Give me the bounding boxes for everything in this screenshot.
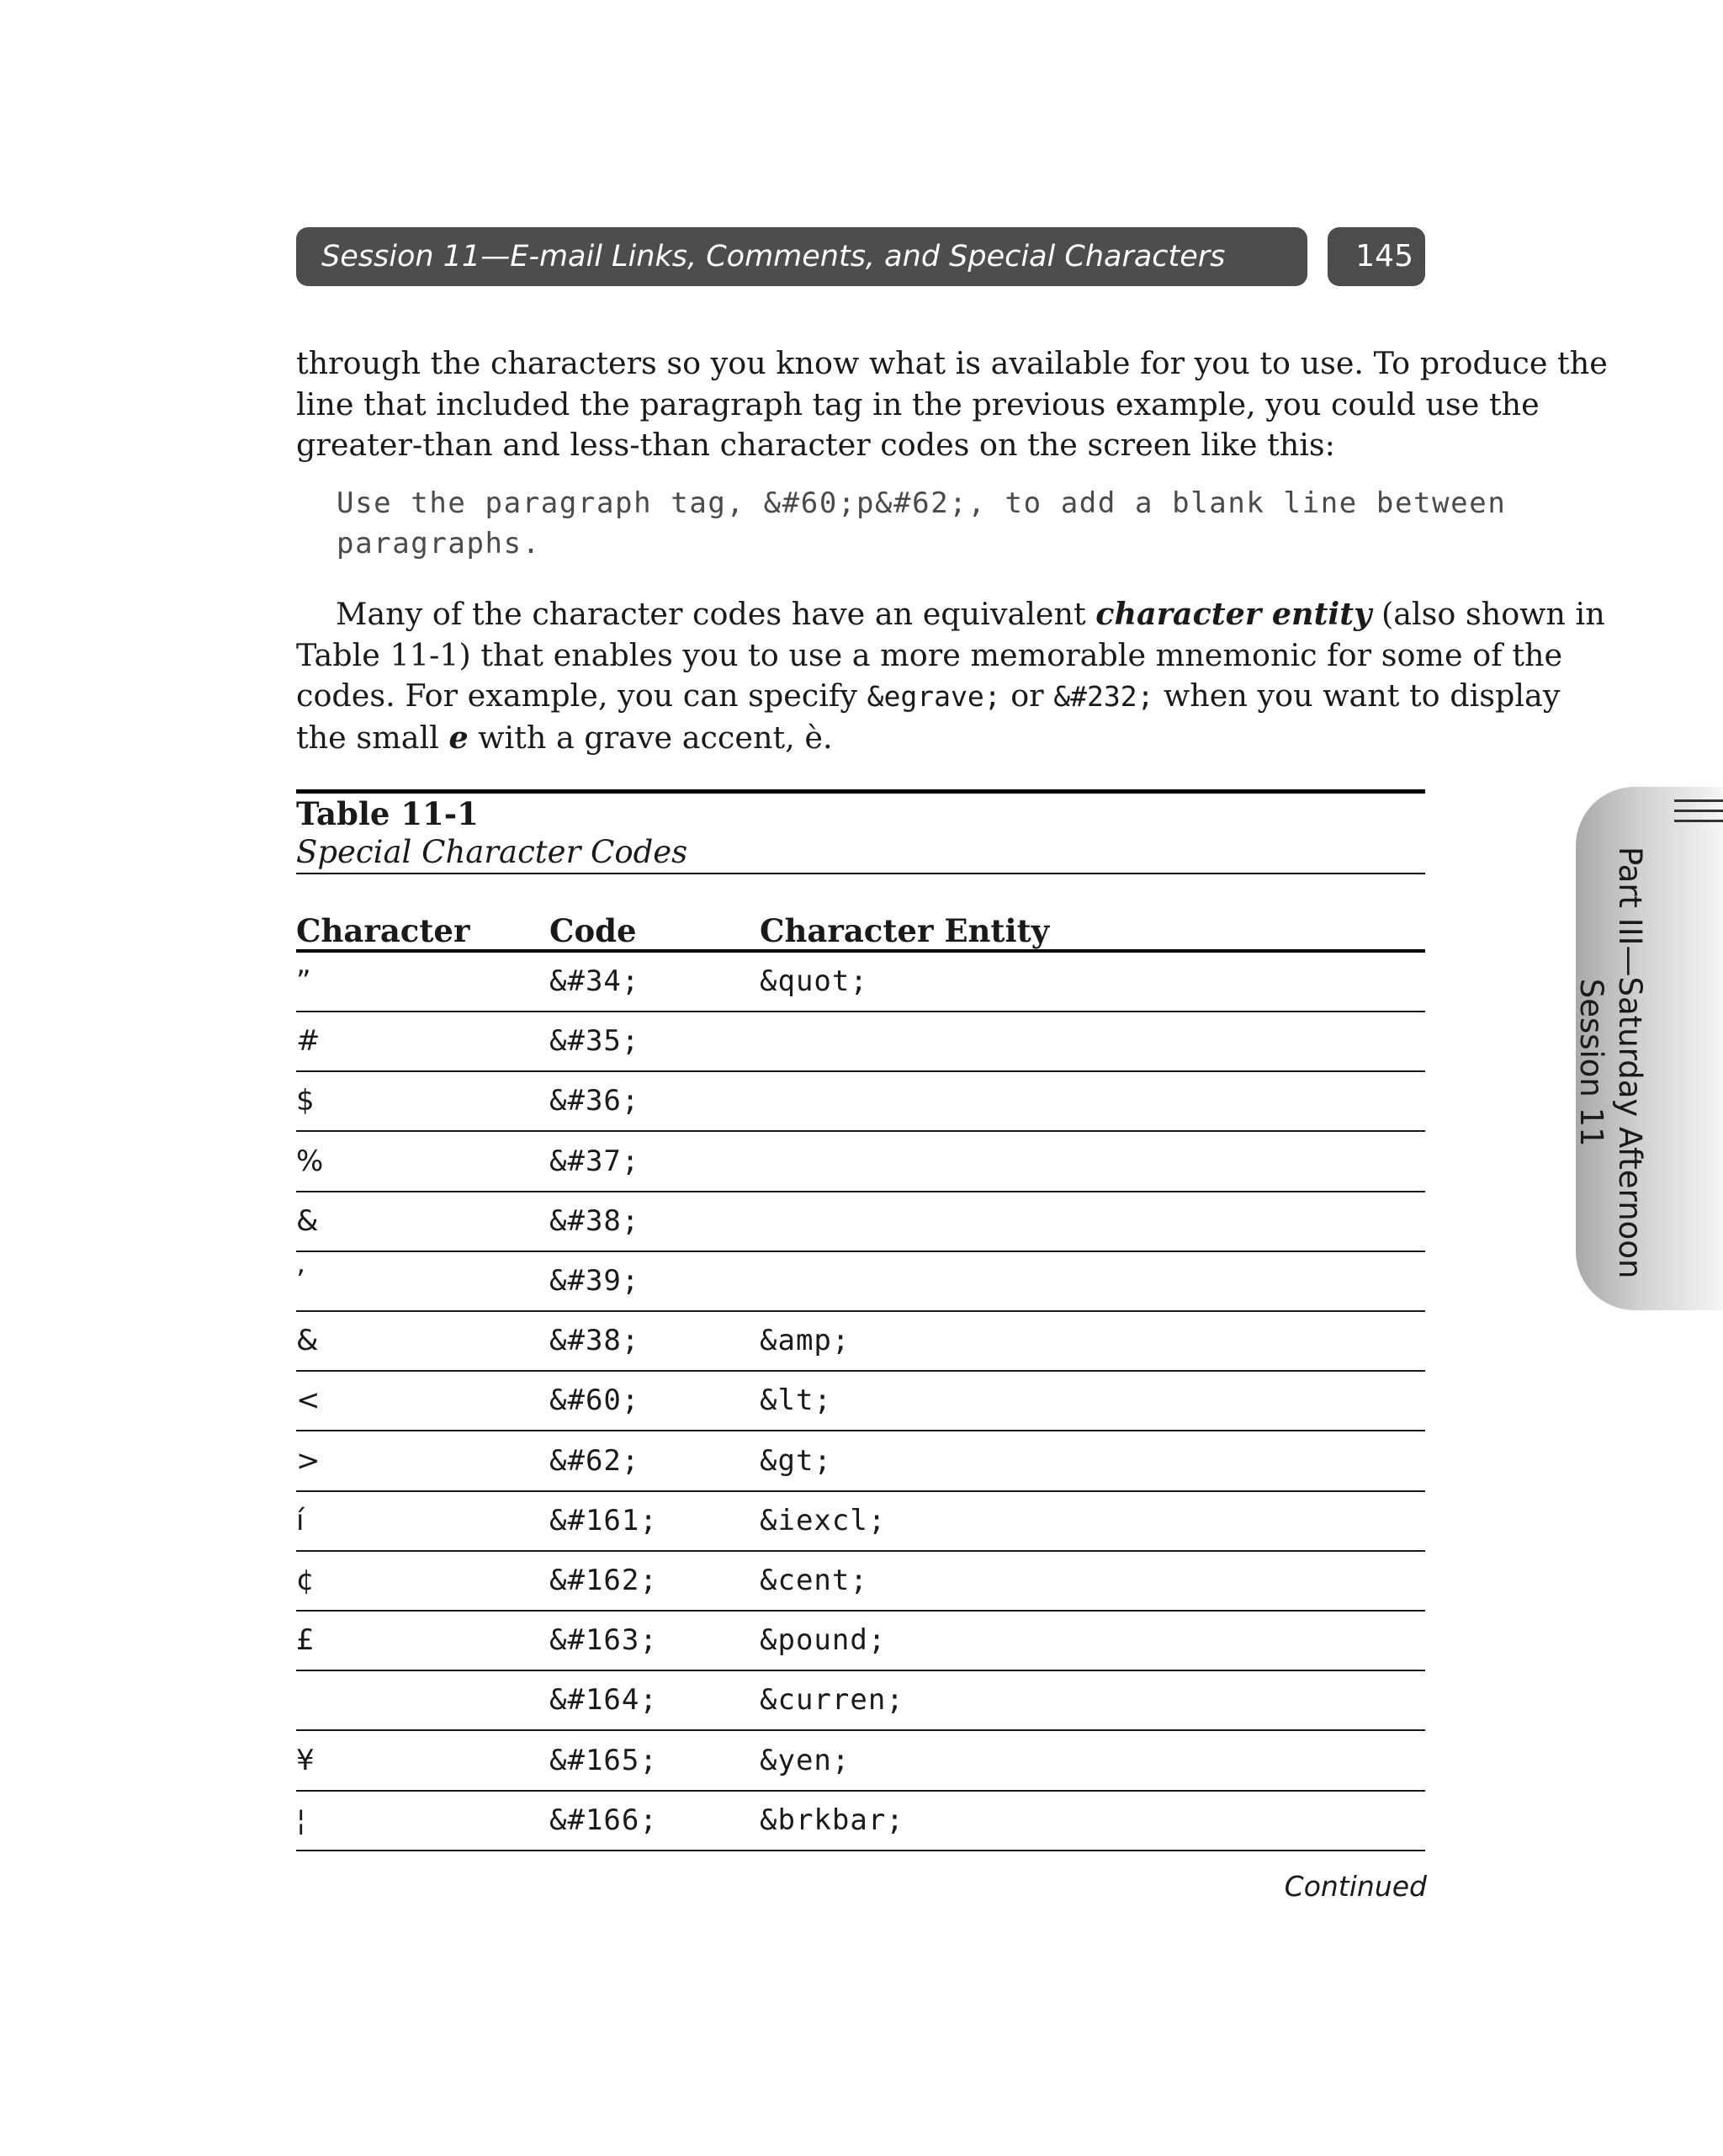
cell-code: &#36;: [549, 1084, 640, 1118]
cell-character: $: [296, 1084, 315, 1118]
cell-entity: &brkbar;: [760, 1803, 904, 1837]
continued-label: Continued: [1284, 1870, 1427, 1903]
table-row: [296, 1732, 1425, 1792]
column-header-code: Code: [549, 912, 637, 949]
table-row: [296, 953, 1425, 1012]
cell-code: &#161;: [549, 1503, 658, 1537]
cell-code: &#37;: [549, 1144, 640, 1178]
cell-character: #: [296, 1024, 321, 1059]
cell-character: ¦: [296, 1803, 306, 1837]
cell-character: ”: [296, 964, 311, 998]
side-tab-label: Part III—Saturday Afternoon Session 11: [1573, 847, 1648, 1279]
cell-entity: &gt;: [760, 1443, 832, 1478]
cell-code: &#164;: [549, 1683, 658, 1718]
table-row: [296, 1612, 1425, 1671]
side-tab-rules: [1674, 799, 1723, 830]
cell-character: ¥: [296, 1743, 315, 1777]
cell-character: &: [296, 1324, 319, 1358]
cell-entity: &amp;: [760, 1324, 851, 1358]
cell-code: &#166;: [549, 1803, 658, 1837]
table-row: [296, 1312, 1425, 1372]
cell-character: £: [296, 1623, 315, 1658]
cell-code: &#34;: [549, 964, 640, 998]
table-row: [296, 1671, 1425, 1731]
paragraph-2: Many of the character codes have an equivalent character entity (also shown in Table 11-1) that enables you to use a more memorable mnemonic for some of the codes. For example, you can specify &egrave; or &#232; when you want to display the small e with a grave accent, è.: [296, 596, 1605, 756]
cell-entity: &quot;: [760, 964, 868, 998]
cell-entity: &yen;: [760, 1743, 851, 1777]
cell-character: í: [296, 1503, 305, 1537]
table-row: [296, 1252, 1425, 1312]
cell-code: &#38;: [549, 1324, 640, 1358]
header-title: Session 11—E-mail Links, Comments, and Special Characters: [321, 240, 1226, 273]
table-title: Special Character Codes: [296, 834, 688, 870]
cell-character: >: [296, 1443, 321, 1478]
column-header-character: Character: [296, 912, 470, 949]
code-example: Use the paragraph tag, &#60;p&#62;, to add a blank line between paragraphs.: [337, 486, 1507, 560]
table-number: Table 11-1: [296, 795, 479, 832]
table-title-rule: [296, 873, 1425, 874]
cell-entity: &pound;: [760, 1623, 887, 1658]
table-row: [296, 1492, 1425, 1552]
cell-character: &: [296, 1203, 319, 1238]
table-row: [296, 1432, 1425, 1492]
table-row: [296, 1792, 1425, 1851]
cell-code: &#165;: [549, 1743, 658, 1777]
cell-character: <: [296, 1383, 321, 1418]
running-header: [296, 227, 1307, 286]
cell-code: &#39;: [549, 1264, 640, 1298]
table-row: [296, 1372, 1425, 1431]
cell-character: ’: [296, 1264, 305, 1298]
cell-character: %: [296, 1144, 324, 1178]
column-header-entity: Character Entity: [760, 912, 1050, 949]
table-row: [296, 1133, 1425, 1192]
paragraph-1: through the characters so you know what is available for you to use. To produce the line that included the paragraph tag in the previous example, you could use the greater-than and less-than character codes on the screen like this:: [296, 345, 1608, 463]
cell-code: &#60;: [549, 1383, 640, 1418]
table-row: [296, 1552, 1425, 1612]
cell-entity: &curren;: [760, 1683, 904, 1718]
table-row: [296, 1012, 1425, 1072]
table-row: [296, 1192, 1425, 1252]
cell-code: &#162;: [549, 1564, 658, 1597]
cell-code: &#62;: [549, 1443, 640, 1478]
cell-entity: &lt;: [760, 1383, 832, 1418]
cell-code: &#163;: [549, 1623, 658, 1658]
cell-entity: &cent;: [760, 1564, 868, 1597]
table-row: [296, 1072, 1425, 1132]
page-number: 145: [1328, 227, 1425, 286]
cell-entity: &iexcl;: [760, 1503, 887, 1537]
cell-code: &#35;: [549, 1024, 640, 1059]
cell-code: &#38;: [549, 1203, 640, 1238]
cell-character: ¢: [296, 1564, 315, 1597]
